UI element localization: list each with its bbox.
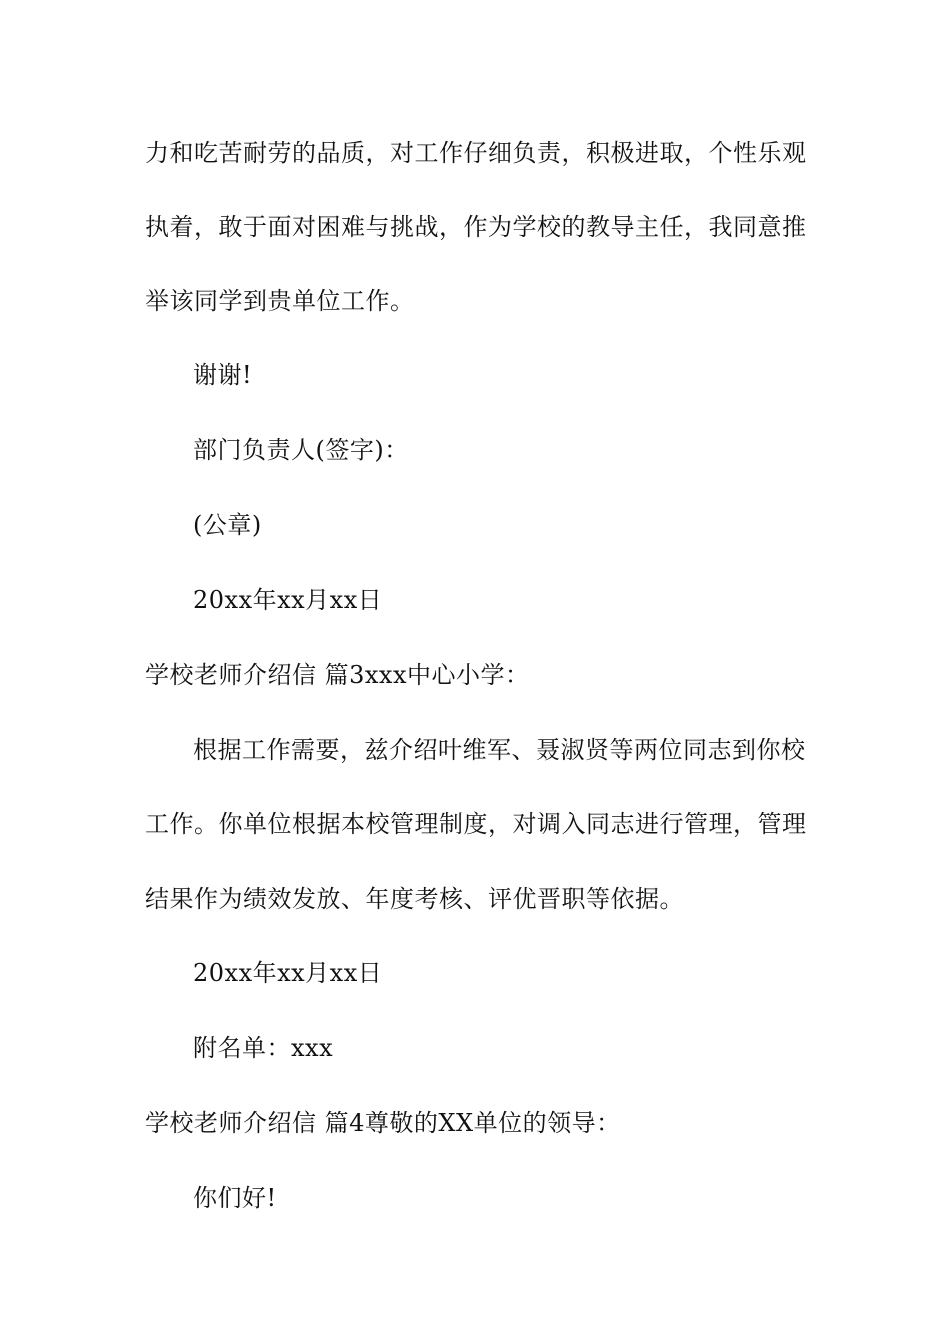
signature-line: 部门负责人(签字)：: [193, 436, 409, 464]
paragraph-line: 工作。你单位根据本校管理制度，对调入同志进行管理，管理: [145, 810, 807, 838]
thanks-line: 谢谢!: [193, 361, 253, 389]
paragraph-line: 举该同学到贵单位工作。: [145, 287, 415, 315]
date-line: 20xx年xx月xx日: [193, 959, 383, 987]
greeting-line: 你们好!: [193, 1184, 277, 1212]
section-heading: 学校老师介绍信 篇3xxx中心小学：: [145, 661, 530, 689]
date-line: 20xx年xx月xx日: [193, 586, 383, 614]
paragraph-line: 结果作为绩效发放、年度考核、评优晋职等依据。: [145, 885, 684, 913]
seal-line: (公章): [193, 511, 262, 539]
section-heading: 学校老师介绍信 篇4尊敬的XX单位的领导：: [145, 1109, 621, 1137]
paragraph-line: 执着，敢于面对困难与挑战，作为学校的教导主任，我同意推: [145, 213, 807, 241]
paragraph-line: 力和吃苦耐劳的品质，对工作仔细负责，积极进取，个性乐观: [145, 139, 807, 167]
attachment-line: 附名单：xxx: [193, 1034, 334, 1062]
paragraph-line: 根据工作需要，兹介绍叶维军、聂淑贤等两位同志到你校: [193, 736, 806, 764]
